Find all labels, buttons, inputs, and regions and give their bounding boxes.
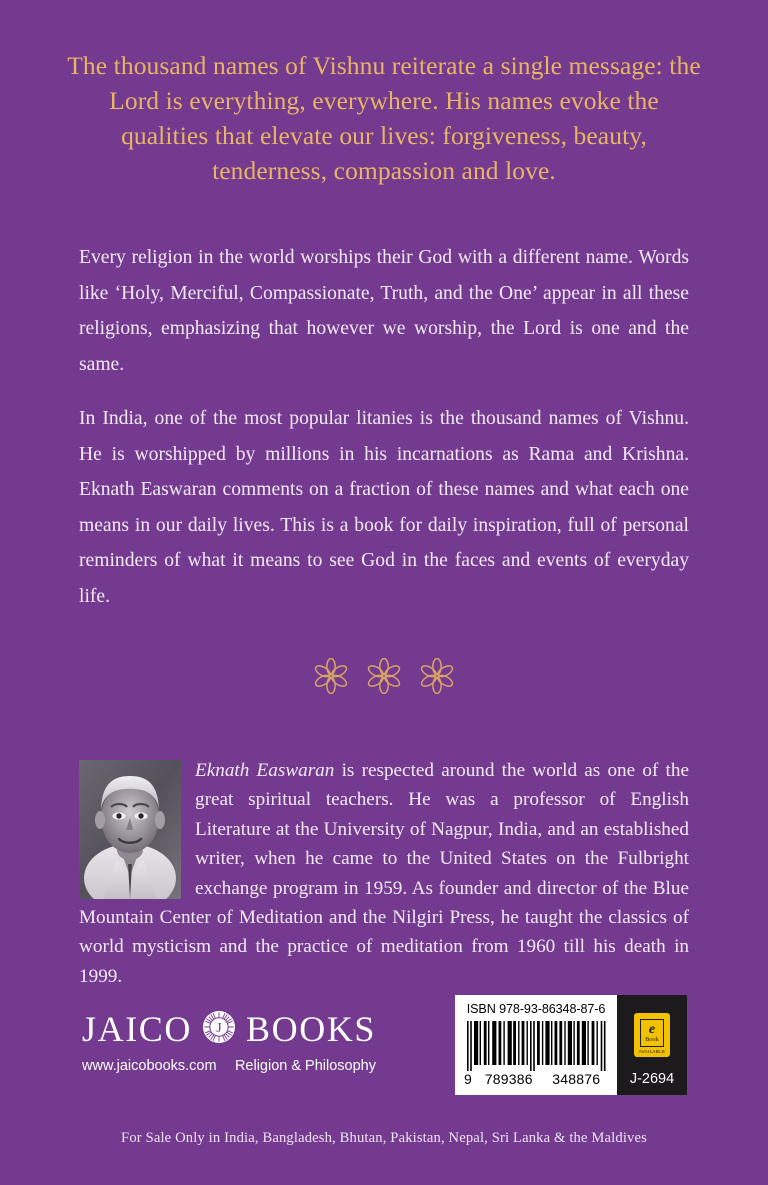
ebook-badge-book-word: Book <box>645 1035 659 1043</box>
isbn-label: ISBN 978-93-86348-87-6 <box>466 1002 606 1016</box>
barcode-digits <box>464 1071 610 1087</box>
ebook-badge-available-word: AVAILABLE <box>638 1048 666 1054</box>
publisher-website-url[interactable]: www.jaicobooks.com <box>82 1058 217 1074</box>
catalog-code: J-2694 <box>629 1071 675 1087</box>
ebook-available-badge-icon <box>634 1013 670 1057</box>
territorial-sale-notice: For Sale Only in India, Bangladesh, Bhutan, Pakistan, Nepal, Sri Lanka & the Maldives <box>121 1130 647 1146</box>
ebook-panel <box>617 995 687 1095</box>
barcode-digit-group-two <box>543 1071 611 1087</box>
author-name: Eknath Easwaran <box>195 760 335 781</box>
barcode-block <box>455 995 687 1095</box>
barcode-digit-first: 9 <box>464 1071 472 1087</box>
ebook-badge-letter: e <box>648 1021 656 1037</box>
publisher-logo-block <box>82 1008 412 1074</box>
publisher-wordmark <box>82 1008 412 1049</box>
ean13-barcode <box>455 995 617 1095</box>
six-petal-flower-ornament-icon <box>419 658 455 699</box>
six-petal-flower-ornament-icon <box>313 658 349 699</box>
publisher-sub-row <box>82 1058 382 1074</box>
book-category-label: Religion & Philosophy <box>234 1058 376 1074</box>
svg-text:J: J <box>216 1021 222 1037</box>
author-block <box>79 756 689 991</box>
description-paragraph: Every religion in the world worships their God with a different name. Words like ‘Holy, Merciful, Compassionate, Truth, and the One’ appear in all these religions, emphasizing that however we worship, the Lord is one and the same. <box>79 247 689 375</box>
author-portrait-photo <box>79 760 181 899</box>
headline-quote: The thousand names of Vishnu reiterate a single message: the Lord is everything, everywhere. His names evoke the qualities that elevate our lives: forgiveness, beauty, tenderness, compassion and love. <box>67 51 701 185</box>
ebook-badge-book-glyph <box>640 1019 664 1047</box>
six-petal-flower-ornament-icon <box>366 658 402 699</box>
barcode-digits-right: 348876 <box>552 1071 601 1087</box>
jaico-sunburst-medallion-icon <box>202 1010 236 1049</box>
ornament-divider <box>0 658 768 699</box>
barcode-bars <box>467 1021 607 1071</box>
author-bio-rest: is respected around the world as one of the great spiritual teachers. He was a professor of English Literature at the University of Nagpur, India, and an established writer, when he came to the United States on the Fulbright exchange program in 1959. As founder and director of the Blue Mountain Center of Meditation and the Nilgiri Press, he taught the classics of world mysticism and the practice of meditation from 1960 till his death in 1999. <box>79 760 689 987</box>
description-block <box>79 240 689 614</box>
publisher-name-jaico: JAICO <box>82 1008 193 1049</box>
barcode-digits-left: 789386 <box>484 1071 533 1087</box>
publisher-name-books: BOOKS <box>246 1008 377 1049</box>
description-paragraph: In India, one of the most popular litanies is the thousand names of Vishnu. He is worshipped by millions in his incarnations as Rama and Krishna. Eknath Easwaran comments on a fraction of these names and what each one means in our daily lives. This is a book for daily inspiration, full of personal reminders of what it means to see God in the faces and events of everyday life. <box>79 408 689 607</box>
barcode-digit-group-one <box>475 1071 543 1087</box>
